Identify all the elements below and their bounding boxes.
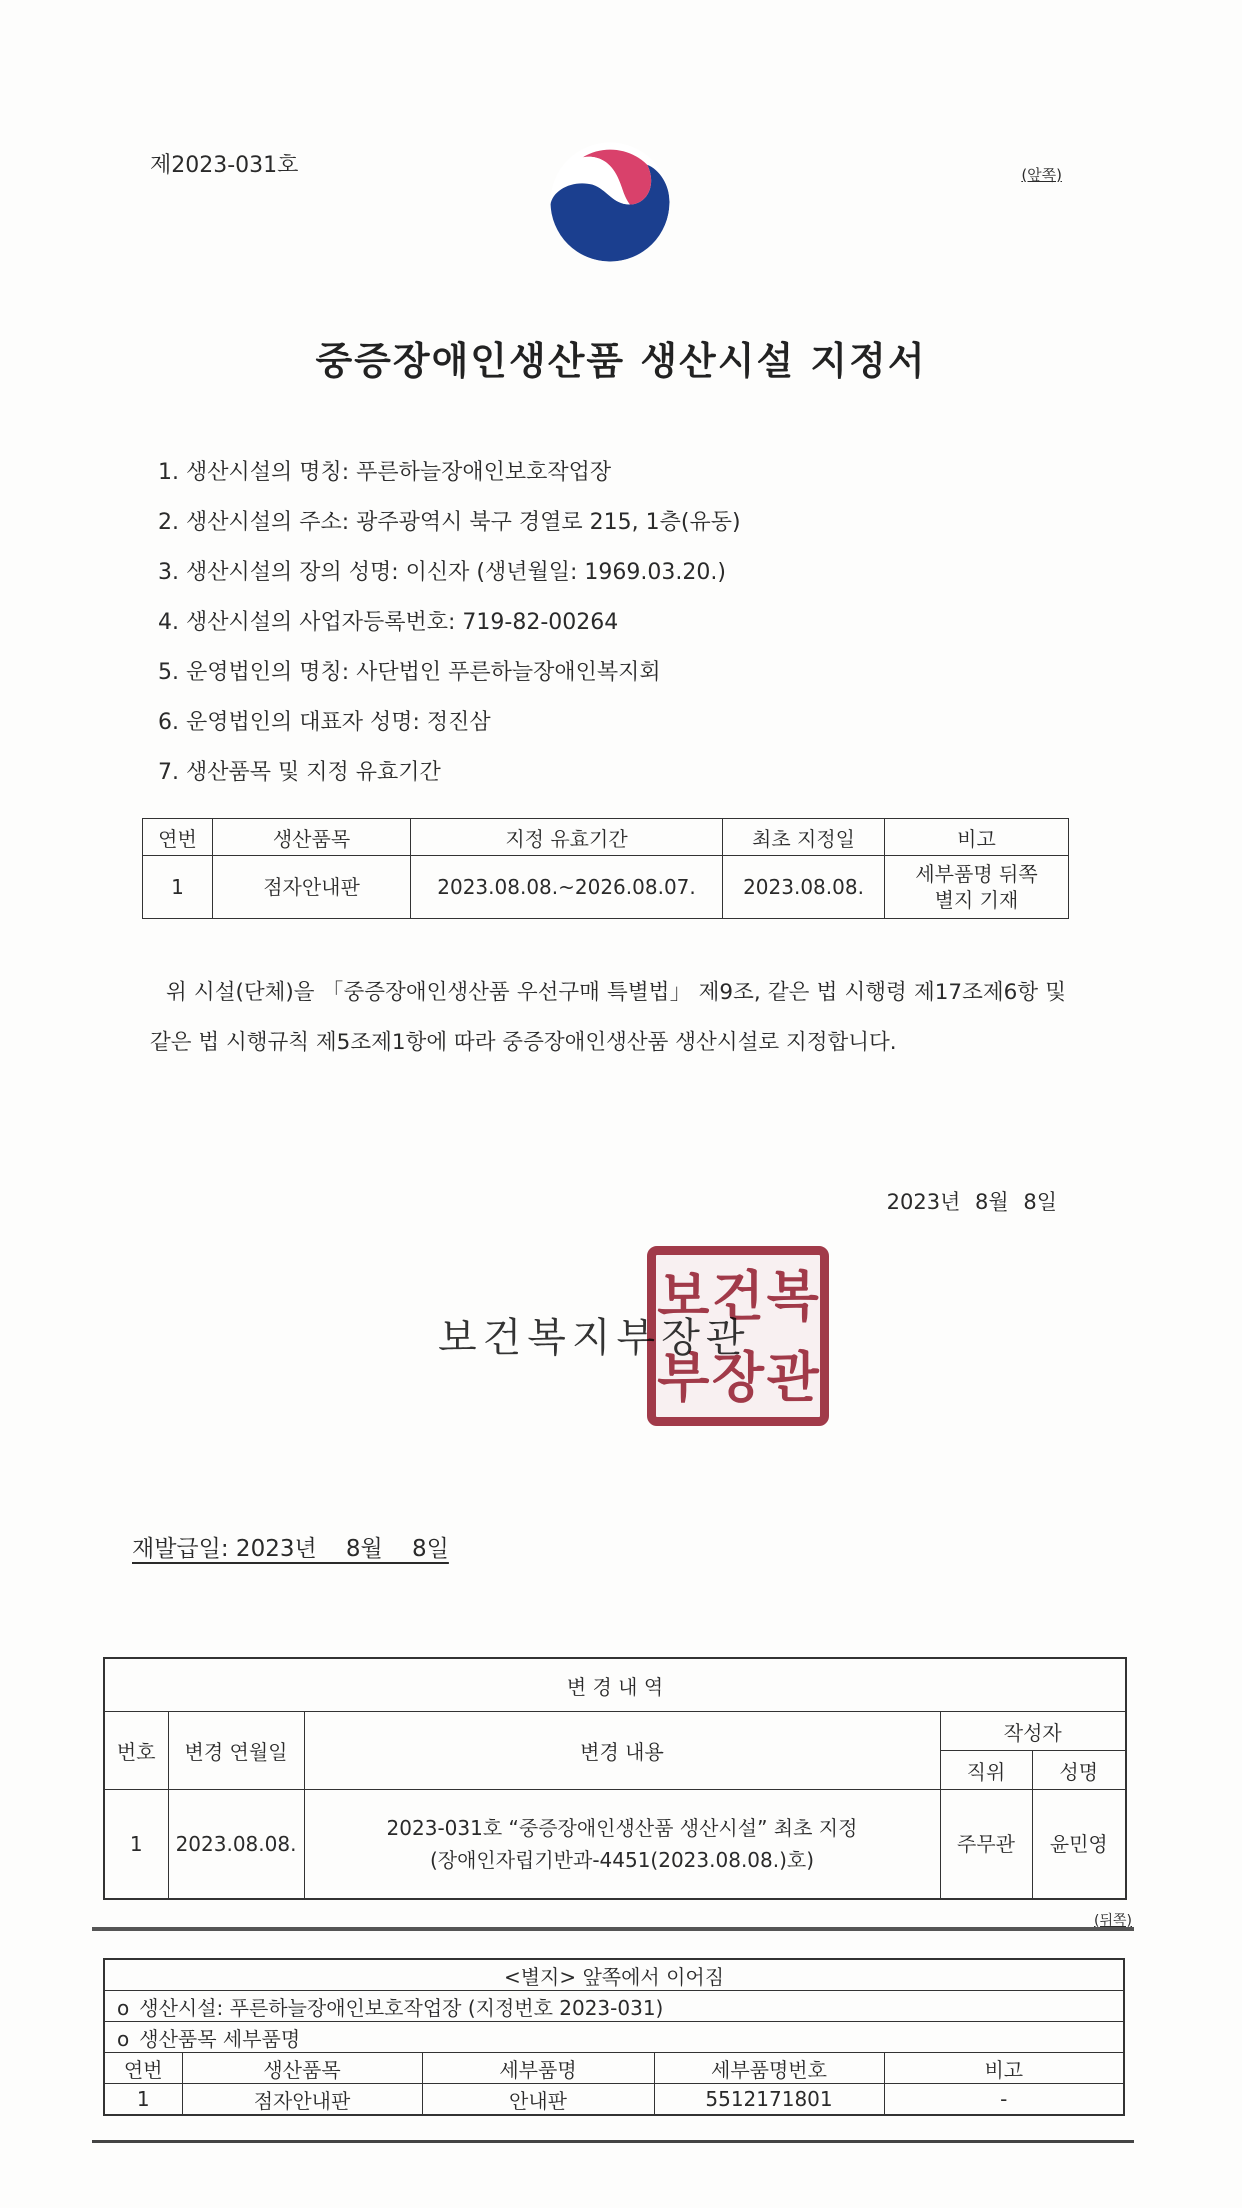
annex-table <box>103 1958 1125 2116</box>
seal-char: 복 <box>766 1263 819 1328</box>
seal-char: 장 <box>711 1344 765 1409</box>
header-note: 비고 <box>884 2053 1124 2084</box>
change-history-table <box>103 1657 1127 1900</box>
header-change-date: 변경 연월일 <box>168 1712 304 1790</box>
header-first-date: 최초 지정일 <box>723 819 885 856</box>
change-content-line2: (장애인자립기반과-4451(2023.08.08.)호) <box>429 1848 815 1872</box>
seal-char: 관 <box>766 1344 819 1409</box>
table-row <box>143 856 1069 919</box>
header-change-content: 변경 내용 <box>304 1712 940 1790</box>
cell-no: 1 <box>104 1790 168 1900</box>
seal-char: 부 <box>657 1344 710 1409</box>
front-side-label: (앞쪽) <box>1021 166 1062 184</box>
change-history-title: 변 경 내 역 <box>104 1658 1126 1712</box>
info-item-head: 3. 생산시설의 장의 성명: 이신자 (생년월일: 1969.03.20.) <box>158 560 726 585</box>
cell-period: 2023.08.08.~2026.08.07. <box>411 856 723 919</box>
cell-note-line2: 별지 기재 <box>934 888 1019 912</box>
header-product: 생산품목 <box>213 819 411 856</box>
cell-position: 주무관 <box>940 1790 1032 1900</box>
annex-products-line <box>104 2022 1124 2053</box>
cell-product: 점자안내판 <box>213 856 411 919</box>
header-detail-name: 세부품명 <box>422 2053 654 2084</box>
info-item-business-number: 4. 생산시설의 사업자등록번호: 719-82-00264 <box>158 610 619 635</box>
header-name: 성명 <box>1032 1751 1126 1790</box>
header-period: 지정 유효기간 <box>411 819 723 856</box>
cell-detail-number: 5512171801 <box>654 2084 884 2116</box>
annex-facility-text: 생산시설: 푸른하늘장애인보호작업장 (지정번호 2023-031) <box>139 1995 664 2020</box>
designation-statement: 위 시설(단체)을 「중증장애인생산품 우선구매 특별법」 제9조, 같은 법 시행령 제17조제6항 및 같은 법 시행규칙 제5조제1항에 따라 중증장애인생산품 생산시설로 지정합니다. <box>150 980 1066 1055</box>
header-no: 연번 <box>104 2053 182 2084</box>
issue-date: 2023년 8월 8일 <box>886 1190 1057 1214</box>
cell-note <box>885 856 1069 919</box>
header-author: 작성자 <box>940 1712 1126 1751</box>
facility-info-list <box>158 455 1108 805</box>
seal-char: 건 <box>711 1263 765 1328</box>
header-product: 생산품목 <box>182 2053 422 2084</box>
cell-first-date: 2023.08.08. <box>723 856 885 919</box>
cell-note-line1: 세부품명 뒤쪽 <box>915 862 1038 886</box>
change-content-line1: 2023-031호 “중증장애인생산품 생산시설” 최초 지정 <box>386 1816 858 1840</box>
back-side-label: (뒤쪽) <box>1094 1913 1132 1929</box>
header-detail-number: 세부품명번호 <box>654 2053 884 2084</box>
header-no: 연번 <box>143 819 213 856</box>
cell-note: - <box>884 2084 1124 2116</box>
document-title: 중증장애인생산품 생산시설 지정서 <box>315 339 927 383</box>
cell-change-content <box>304 1790 940 1900</box>
annex-facility-line <box>104 1991 1124 2022</box>
header-no: 번호 <box>104 1712 168 1790</box>
table-row <box>104 2084 1124 2116</box>
info-item-representative: 6. 운영법인의 대표자 성명: 정진삼 <box>158 710 491 735</box>
bullet-icon: o <box>117 2026 130 2051</box>
document-number: 제2023-031호 <box>150 153 299 178</box>
cell-no: 1 <box>143 856 213 919</box>
header-position: 직위 <box>940 1751 1032 1790</box>
issuer-name: 보건복지부장관 <box>438 1315 751 1361</box>
designation-table <box>142 818 1069 919</box>
info-item-name: 1. 생산시설의 명칭: 푸른하늘장애인보호작업장 <box>158 460 612 485</box>
reissue-date: 재발급일: 2023년 8월 8일 <box>132 1536 449 1562</box>
info-item-corporation: 5. 운영법인의 명칭: 사단법인 푸른하늘장애인복지회 <box>158 660 661 685</box>
government-emblem-icon <box>548 140 672 264</box>
annex-products-text: 생산품목 세부품명 <box>139 2026 301 2051</box>
bullet-icon: o <box>117 1995 130 2020</box>
cell-name: 윤민영 <box>1032 1790 1126 1900</box>
bottom-rule <box>92 2140 1134 2143</box>
cell-no: 1 <box>104 2084 182 2116</box>
page-divider <box>92 1927 1134 1931</box>
cell-change-date: 2023.08.08. <box>168 1790 304 1900</box>
info-item-address: 2. 생산시설의 주소: 광주광역시 북구 경열로 215, 1층(유동) <box>158 510 741 535</box>
cell-product: 점자안내판 <box>182 2084 422 2116</box>
table-row <box>104 1790 1126 1900</box>
annex-title: <별지> 앞쪽에서 이어짐 <box>104 1959 1124 1991</box>
seal-char: 보 <box>657 1263 710 1328</box>
cell-detail-name: 안내판 <box>422 2084 654 2116</box>
official-seal-icon <box>647 1246 829 1426</box>
info-item-products: 7. 생산품목 및 지정 유효기간 <box>158 760 441 785</box>
header-note: 비고 <box>885 819 1069 856</box>
